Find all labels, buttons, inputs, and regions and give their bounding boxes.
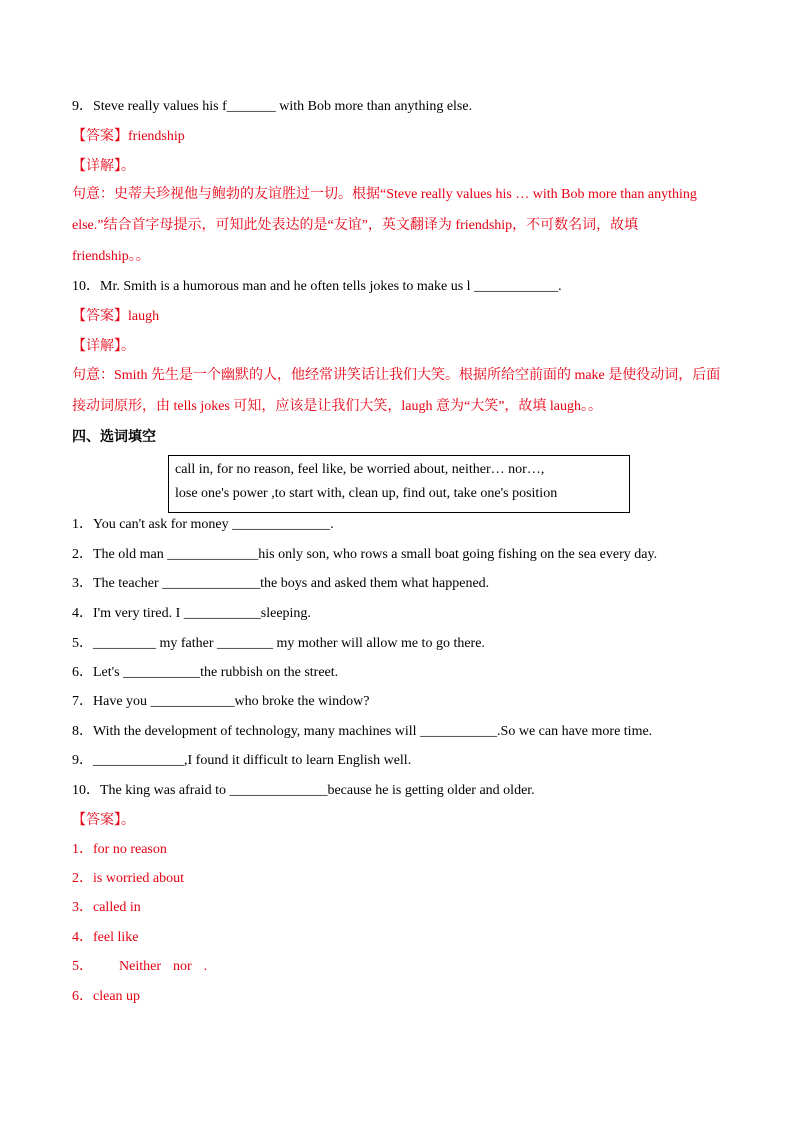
answer-text: for no reason <box>93 842 167 857</box>
question-9-answer: 【答案】friendship <box>72 129 185 144</box>
fill-question-4: 4．I'm very tired. I ___________sleeping. <box>72 606 311 621</box>
question-9-explanation-line-3: friendship。。 <box>72 249 150 264</box>
answer-item-6 <box>72 987 732 1007</box>
answer-number: 4． <box>72 930 93 945</box>
fill-question-7: 7．Have you ____________who broke the window? <box>72 694 370 709</box>
answer-item-5 <box>72 957 732 977</box>
word-bank-box <box>168 455 630 513</box>
question-10-explanation-line-2: 接动词原形，由 tells jokes 可知，应该是让我们大笑，laugh 意为“大笑”，故填 laugh。。 <box>72 399 603 414</box>
answer-number: 3． <box>72 900 93 915</box>
fill-question-8: 8．With the development of technology, many machines will ___________.So we can have more time. <box>72 724 653 739</box>
question-10-explanation-line-1: 句意：Smith 先生是一个幽默的人，他经常讲笑话让我们大笑。根据所给空前面的 make 是使役动词，后面 <box>72 368 721 383</box>
question-10-detail-label: 【详解】。 <box>72 339 135 354</box>
question-10-text: 10．Mr. Smith is a humorous man and he often tells jokes to make us l ____________. <box>72 279 562 294</box>
answer-item-3 <box>72 898 732 918</box>
answer-text: Neither <box>119 959 161 974</box>
answer-number: 1． <box>72 842 93 857</box>
answer-text: called in <box>93 900 141 915</box>
question-9-text: 9．Steve really values his f_______ with Bob more than anything else. <box>72 99 473 114</box>
fill-question-6: 6．Let's ___________the rubbish on the street. <box>72 665 339 680</box>
answer-text: is worried about <box>93 871 184 886</box>
question-9-explanation-line-2: else.”结合首字母提示，可知此处表达的是“友谊”，英文翻译为 friendship，不可数名词，故填 <box>72 218 639 233</box>
answer-number: 6． <box>72 989 93 1004</box>
answer-text: clean up <box>93 989 141 1004</box>
question-9-explanation-line-1: 句意：史蒂夫珍视他与鲍勃的友谊胜过一切。根据“Steve really values his … with Bob more than anything <box>72 187 697 202</box>
word-bank-line-1: call in, for no reason, feel like, be worried about, neither… nor…, <box>175 462 545 477</box>
question-10-answer: 【答案】laugh <box>72 309 160 324</box>
answer-tail: . <box>203 959 208 974</box>
answer-item-2 <box>72 869 732 889</box>
question-9-detail-label: 【详解】。 <box>72 159 135 174</box>
fill-question-2: 2．The old man _____________his only son, who rows a small boat going fishing on the sea every day. <box>72 547 658 562</box>
fill-question-1: 1．You can't ask for money ______________. <box>72 517 334 532</box>
answer-item-1 <box>72 840 732 860</box>
fill-question-3: 3．The teacher ______________the boys and asked them what happened. <box>72 576 490 591</box>
answer-text-2: nor <box>172 959 192 974</box>
fill-question-10: 10．The king was afraid to ______________because he is getting older and older. <box>72 783 535 798</box>
answer-text: feel like <box>93 930 139 945</box>
section-heading: 四、选词填空 <box>72 429 156 445</box>
word-bank-line-2: lose one's power ,to start with, clean up, find out, take one's position <box>175 486 558 501</box>
fill-question-9: 9．_____________,I found it difficult to learn English well. <box>72 753 412 768</box>
answer-item-4 <box>72 928 732 948</box>
answers-label: 【答案】。 <box>72 813 135 828</box>
fill-question-5: 5．_________ my father ________ my mother will allow me to go there. <box>72 636 485 651</box>
answer-number: 2． <box>72 871 93 886</box>
answer-number: 5． <box>72 959 93 974</box>
